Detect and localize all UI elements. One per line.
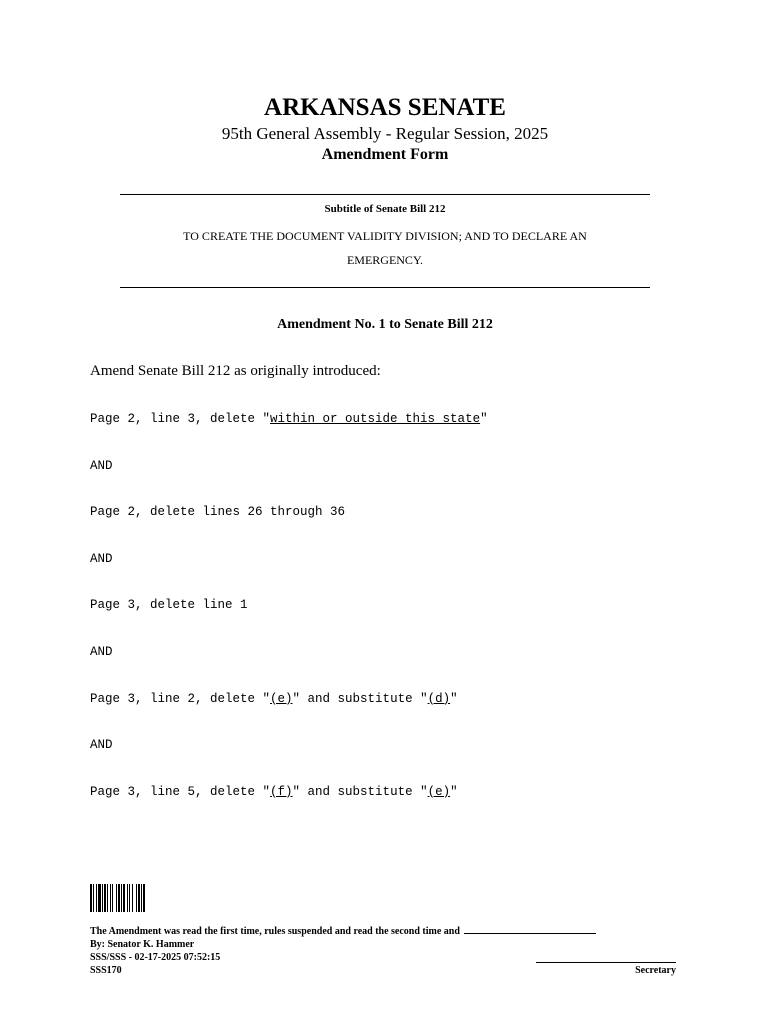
read-statement: The Amendment was read the first time, rules suspended and read the second time and — [90, 926, 460, 937]
amendment-line — [90, 459, 113, 473]
read-statement-line — [90, 925, 596, 938]
underlined-text: (f) — [270, 784, 293, 799]
read-blank-line — [464, 933, 596, 934]
line-text: Page 3, line 2, delete " — [90, 691, 271, 706]
amendment-line — [90, 738, 113, 752]
barcode-bar — [141, 884, 142, 912]
signature-line — [536, 962, 676, 963]
secretary-label: Secretary — [635, 965, 676, 976]
underlined-text: (d) — [427, 691, 451, 706]
barcode-bar — [102, 884, 103, 912]
subtitle-text: TO CREATE THE DOCUMENT VALIDITY DIVISION; AND TO DECLARE AN EMERGENCY. — [183, 229, 587, 267]
barcode-bar — [127, 884, 128, 912]
line-text: Page 3, delete line 1 — [90, 598, 248, 613]
barcode-bar — [96, 884, 97, 912]
barcode-bar — [110, 884, 111, 912]
amendment-line — [90, 785, 458, 799]
line-text: Page 3, line 5, delete " — [90, 784, 271, 799]
line-text: AND — [90, 458, 113, 473]
session-line: 95th General Assembly - Regular Session, 2025 — [221, 124, 549, 143]
form-type: Amendment Form — [321, 146, 449, 163]
amendment-line — [90, 598, 248, 612]
barcode-bar — [112, 884, 113, 912]
line-text: " — [480, 412, 488, 426]
amendment-heading: Amendment No. 1 to Senate Bill 212 — [277, 317, 493, 332]
amendment-line — [90, 552, 113, 566]
barcode-bar — [104, 884, 106, 912]
line-text: Page 2, line 3, delete " — [90, 412, 271, 426]
barcode-bar — [118, 884, 120, 912]
line-text: " and substitute " — [292, 784, 428, 799]
barcode-bar — [143, 884, 145, 912]
barcode-bar — [136, 884, 137, 912]
barcode-bar — [121, 884, 122, 912]
barcode-bar — [107, 884, 108, 912]
amendment-intro: Amend Senate Bill 212 as originally introduced: — [90, 363, 381, 379]
amendment-line — [90, 412, 488, 426]
barcode-bar — [138, 884, 140, 912]
barcode-bar — [93, 884, 94, 912]
line-text: " — [450, 691, 458, 706]
line-text: Page 2, delete lines 26 through 36 — [90, 505, 346, 520]
line-text: " and substitute " — [292, 691, 428, 706]
line-text: AND — [90, 645, 113, 659]
barcode-image — [90, 884, 182, 912]
form-id: SSS170 — [90, 965, 122, 976]
line-text: AND — [90, 738, 113, 753]
barcode-bar — [123, 884, 125, 912]
barcode-bar — [116, 884, 117, 912]
line-text: " — [450, 784, 458, 799]
underlined-text: within or outside this state — [270, 412, 481, 426]
underlined-text: (e) — [427, 784, 451, 799]
barcode-bar — [98, 884, 101, 912]
subtitle-heading: Subtitle of Senate Bill 212 — [324, 203, 446, 215]
barcode-bar — [90, 884, 92, 912]
barcode-bar — [132, 884, 133, 912]
barcode-bar — [129, 884, 130, 912]
bottom-divider — [120, 287, 650, 288]
amendment-line — [90, 645, 113, 659]
document-code: SSS/SSS - 02-17-2025 07:52:15 — [90, 952, 221, 963]
underlined-text: (e) — [270, 691, 293, 706]
line-text: AND — [90, 551, 113, 566]
top-divider — [120, 194, 650, 195]
sponsor: By: Senator K. Hammer — [90, 939, 195, 950]
amendment-line — [90, 505, 345, 519]
document-title: ARKANSAS SENATE — [264, 94, 506, 121]
amendment-line — [90, 692, 458, 706]
